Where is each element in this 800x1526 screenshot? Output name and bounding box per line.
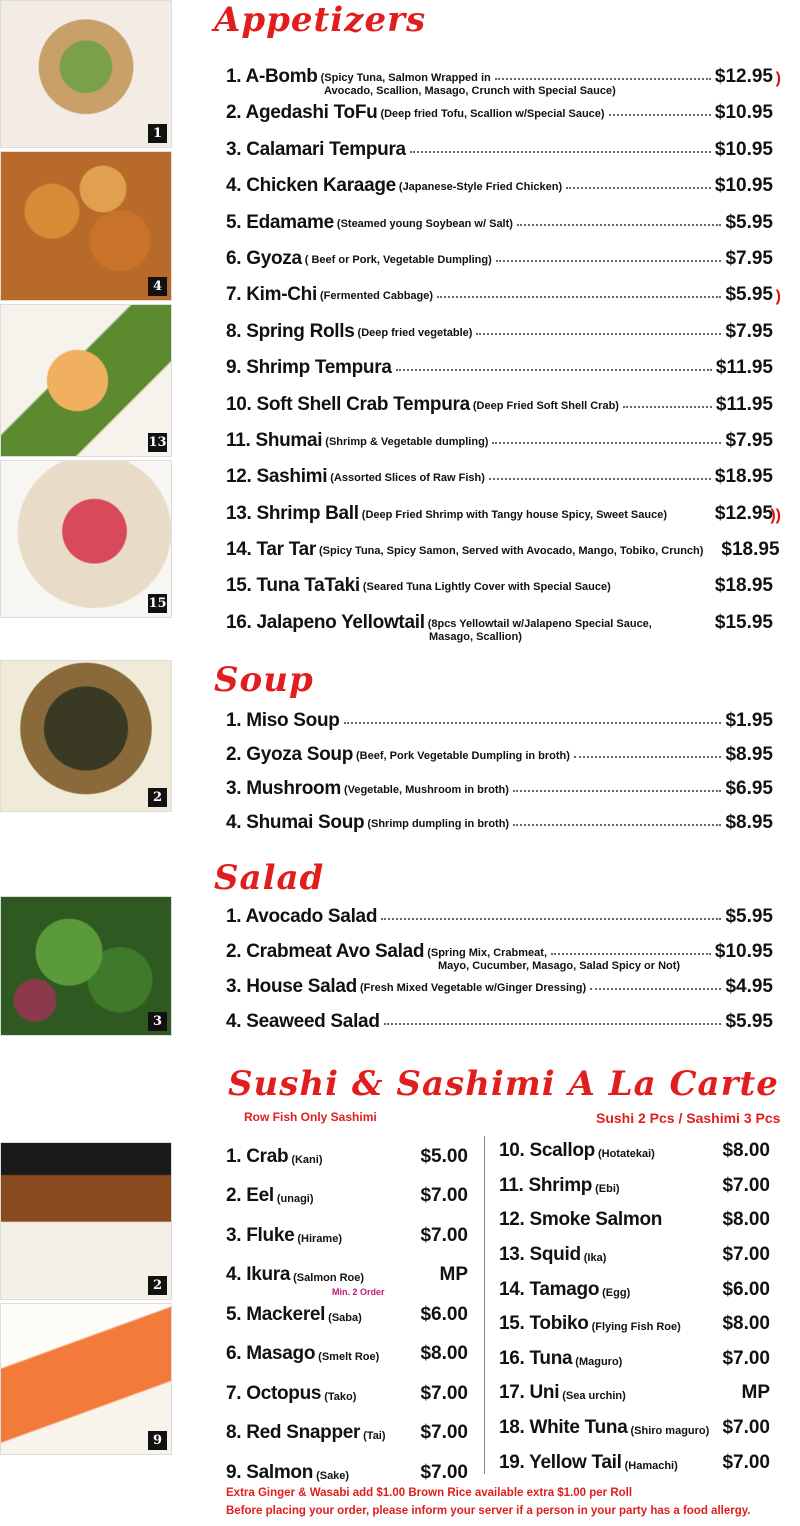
- menu-item-name: 6. Gyoza: [226, 247, 302, 269]
- menu-item: [226, 906, 773, 941]
- dot-leader: [656, 612, 711, 624]
- photo-number: 13: [148, 435, 167, 450]
- menu-item-price: $8.95: [725, 812, 773, 833]
- salad-list: [226, 906, 773, 1046]
- menu-item-name: 4. Shumai Soup: [226, 812, 365, 833]
- menu-item-price: $18.95: [721, 539, 780, 561]
- menu-item-price: $8.00: [420, 1343, 468, 1365]
- dot-leader: [513, 812, 721, 826]
- menu-item-name: 5. Mackerel: [226, 1303, 326, 1325]
- menu-item-price: $7.00: [420, 1422, 468, 1444]
- menu-item-price: $12.95: [714, 66, 773, 87]
- menu-item-description: (Steamed young Soybean w/ Salt): [336, 217, 513, 230]
- menu-item-description: (Shiro maguro): [630, 1425, 710, 1438]
- menu-item: [226, 466, 773, 502]
- dot-leader: [566, 175, 711, 189]
- menu-item: [226, 357, 773, 393]
- menu-item: [226, 430, 773, 466]
- menu-item-description: (Hamachi): [624, 1459, 678, 1472]
- menu-item-name: 9. Shrimp Tempura: [226, 357, 392, 379]
- menu-item-description: (Spring Mix, Crabmeat,: [427, 947, 547, 959]
- menu-item-description: (Tai): [363, 1430, 386, 1443]
- chili-pepper-icon: ): [775, 70, 781, 87]
- menu-item-name: 5. Edamame: [226, 211, 334, 233]
- menu-item-name: 2. Crabmeat Avo Salad: [226, 941, 425, 962]
- photo-number: 15: [148, 596, 167, 611]
- menu-item-name: 11. Shrimp: [499, 1174, 593, 1196]
- menu-item-price: $11.95: [715, 357, 773, 379]
- sushi-title: Sushi & Sashimi A La Carte: [228, 1064, 779, 1104]
- menu-item-price: $8.00: [722, 1313, 770, 1335]
- photo-number: 3: [148, 1012, 167, 1031]
- menu-item-price: $10.95: [714, 138, 773, 160]
- min-order-badge: Min. 2 Order: [332, 1287, 385, 1297]
- photo-chicken-karaage: [0, 151, 172, 301]
- menu-item: [226, 1177, 468, 1217]
- menu-item-price: $12.95: [714, 502, 773, 524]
- dot-leader: [495, 66, 711, 80]
- menu-item-name: 18. White Tuna: [499, 1417, 628, 1439]
- menu-item: [226, 778, 773, 812]
- menu-item-price: $5.95: [725, 211, 773, 233]
- dot-leader: [496, 248, 722, 262]
- dot-leader: [517, 212, 722, 226]
- menu-item-description: (Fresh Mixed Vegetable w/Ginger Dressing): [359, 982, 587, 994]
- dot-leader: [381, 906, 721, 920]
- menu-item-description: (8pcs Yellowtail w/Jalapeno Special Sauce,: [427, 617, 652, 630]
- menu-item-description: (Flying Fish Roe): [591, 1321, 681, 1334]
- menu-item-name: 7. Kim-Chi: [226, 284, 317, 306]
- menu-item-description: (Beef, Pork Vegetable Dumpling in broth): [356, 750, 570, 762]
- menu-item-name: 6. Masago: [226, 1343, 316, 1365]
- menu-item-description: (Spicy Tuna, Salmon Wrapped in: [320, 72, 491, 84]
- menu-item-description: (Fermented Cabbage): [319, 290, 434, 303]
- menu-item-price: $5.95: [725, 906, 773, 927]
- menu-item-name: 12. Sashimi: [226, 466, 328, 488]
- photo-number: 1: [148, 124, 167, 143]
- chili-pepper-icon: )): [770, 506, 781, 524]
- menu-item-description: (Tako): [324, 1390, 357, 1403]
- menu-item-name: 12. Smoke Salmon: [499, 1209, 663, 1231]
- menu-item: [226, 284, 781, 320]
- menu-item-name: 8. Red Snapper: [226, 1422, 361, 1444]
- soup-list: [226, 710, 773, 846]
- dot-leader: [489, 466, 711, 480]
- menu-item: [499, 1307, 770, 1342]
- dot-leader: [574, 744, 722, 758]
- menu-item-price: $7.00: [420, 1185, 468, 1207]
- menu-item: [226, 321, 773, 357]
- dot-leader: [590, 976, 721, 990]
- menu-item: [226, 1137, 468, 1177]
- menu-item: [499, 1169, 770, 1204]
- menu-item: [226, 612, 773, 648]
- sushi-note-right: Sushi 2 Pcs / Sashimi 3 Pcs: [596, 1110, 781, 1126]
- menu-item: [226, 941, 773, 976]
- dot-leader: [707, 539, 717, 551]
- menu-item: [226, 1011, 773, 1046]
- menu-item-name: 4. Seaweed Salad: [226, 1011, 380, 1032]
- soup-title: Soup: [214, 660, 314, 700]
- menu-item: [226, 1414, 468, 1454]
- menu-item-name: 2. Gyoza Soup: [226, 744, 354, 765]
- menu-item-price: $7.00: [420, 1224, 468, 1246]
- photo-tuna-tataki: [0, 460, 172, 618]
- menu-item-name: 3. House Salad: [226, 976, 357, 997]
- menu-item-name: 11. Shumai: [226, 429, 323, 451]
- menu-item-name: 15. Tuna TaTaki: [226, 575, 360, 597]
- menu-item-name: 2. Eel: [226, 1185, 274, 1207]
- photo-salmon: [0, 1303, 172, 1455]
- sushi-note-left: Row Fish Only Sashimi: [244, 1110, 377, 1124]
- salad-title: Salad: [214, 858, 325, 898]
- dot-leader: [623, 394, 712, 408]
- menu-item-price: $8.00: [722, 1209, 770, 1231]
- menu-item-price: MP: [741, 1382, 770, 1404]
- dot-leader: [609, 102, 711, 116]
- menu-item-description: (Deep fried vegetable): [357, 326, 473, 339]
- menu-item-price: $5.00: [420, 1145, 468, 1167]
- menu-item: [226, 710, 773, 744]
- menu-item-description: (Saba): [328, 1311, 362, 1324]
- menu-item: [499, 1272, 770, 1307]
- menu-item-name: 13. Squid: [499, 1244, 581, 1266]
- menu-item-description-line2: Masago, Scallion): [429, 630, 522, 643]
- appetizers-list: [226, 66, 781, 648]
- dot-leader: [671, 503, 711, 515]
- menu-item: [226, 102, 773, 138]
- menu-item: [499, 1134, 770, 1169]
- photo-gyoza-soup: [0, 660, 172, 812]
- menu-item-description: (Kani): [291, 1153, 323, 1166]
- dot-leader: [476, 321, 721, 335]
- menu-item: [226, 248, 773, 284]
- menu-item: [499, 1445, 770, 1480]
- menu-item: [226, 744, 773, 778]
- menu-item-description: (Shrimp & Vegetable dumpling): [325, 435, 489, 448]
- menu-item-description: (Shrimp dumpling in broth): [367, 818, 510, 830]
- menu-item-name: 7. Octopus: [226, 1382, 322, 1404]
- sushi-right-column: [499, 1134, 770, 1480]
- menu-item-description: (Salmon Roe): [293, 1272, 365, 1285]
- menu-item-price: $8.95: [725, 744, 773, 765]
- dot-leader: [396, 357, 712, 371]
- footnote-extras: Extra Ginger & Wasabi add $1.00 Brown Rice available extra $1.00 per Roll: [226, 1487, 633, 1499]
- dot-leader: [410, 139, 711, 153]
- menu-item-name: 1. Crab: [226, 1145, 289, 1167]
- appetizers-title: Appetizers: [214, 0, 427, 40]
- menu-item-name: 8. Spring Rolls: [226, 320, 355, 342]
- menu-item-price: $10.95: [714, 175, 773, 197]
- menu-item: [226, 1256, 468, 1296]
- menu-item-price: $10.95: [714, 102, 773, 124]
- menu-item-price: $15.95: [714, 611, 773, 633]
- menu-item: [226, 212, 773, 248]
- menu-item-name: 19. Yellow Tail: [499, 1451, 622, 1473]
- menu-item-description: (Japanese-Style Fried Chicken): [398, 181, 563, 194]
- menu-item-name: 14. Tar Tar: [226, 539, 316, 561]
- sushi-divider: [484, 1136, 485, 1474]
- menu-item-price: $7.00: [722, 1174, 770, 1196]
- photo-a-bomb: [0, 0, 172, 148]
- menu-item-name: 9. Salmon: [226, 1461, 314, 1483]
- photo-number: 4: [148, 277, 167, 296]
- menu-item-name: 3. Mushroom: [226, 778, 341, 799]
- photo-number: 2: [148, 788, 167, 807]
- menu-item-name: 4. Chicken Karaage: [226, 175, 396, 197]
- menu-item: [226, 394, 773, 430]
- menu-item-description: (Smelt Roe): [318, 1351, 380, 1364]
- menu-item: [226, 1216, 468, 1256]
- menu-item: [499, 1411, 770, 1446]
- menu-item-description-line2: Mayo, Cucumber, Masago, Salad Spicy or Not): [438, 960, 681, 972]
- menu-item-name: 10. Scallop: [499, 1140, 595, 1162]
- menu-item-description: (Ika): [583, 1252, 607, 1265]
- menu-item-price: MP: [439, 1264, 468, 1286]
- chili-pepper-icon: ): [775, 288, 781, 306]
- menu-item-name: 16. Tuna: [499, 1347, 573, 1369]
- menu-item: [226, 66, 781, 102]
- menu-item-price: $10.95: [714, 941, 773, 962]
- menu-item-price: $18.95: [714, 466, 773, 488]
- menu-item-description: (Ebi): [595, 1182, 620, 1195]
- menu-item-name: 14. Tamago: [499, 1278, 600, 1300]
- menu-item: [226, 539, 780, 575]
- menu-item-description: (Maguro): [575, 1355, 623, 1368]
- menu-item-price: $7.00: [722, 1417, 770, 1439]
- menu-item: [226, 812, 773, 846]
- menu-item-description: (Deep fried Tofu, Scallion w/Special Sauce): [380, 108, 605, 121]
- menu-item-name: 1. Miso Soup: [226, 710, 340, 731]
- menu-item-price: $5.95: [725, 284, 773, 306]
- menu-item-name: 1. A-Bomb: [226, 66, 318, 87]
- menu-item-description: (unagi): [276, 1193, 314, 1206]
- menu-item-price: $7.95: [725, 247, 773, 269]
- menu-item: [226, 575, 773, 611]
- menu-item-name: 4. Ikura: [226, 1264, 291, 1286]
- photo-number: 9: [148, 1431, 167, 1450]
- dot-leader: [344, 710, 722, 724]
- menu-item-description: (Seared Tuna Lightly Cover with Special Sauce): [362, 581, 611, 594]
- menu-item-description: (Spicy Tuna, Spicy Samon, Served with Avocado, Mango, Tobiko, Crunch): [318, 545, 704, 558]
- menu-item-description: (Deep Fried Soft Shell Crab): [472, 399, 619, 412]
- menu-item: [499, 1203, 770, 1238]
- menu-item-description: (Deep Fried Shrimp with Tangy house Spicy, Sweet Sauce): [361, 508, 667, 521]
- menu-item: [499, 1342, 770, 1377]
- menu-item-price: $18.95: [714, 575, 773, 597]
- menu-item-price: $7.00: [722, 1244, 770, 1266]
- menu-item-price: $6.00: [722, 1278, 770, 1300]
- menu-item-description: (Sea urchin): [562, 1390, 626, 1403]
- menu-item-price: $7.00: [722, 1451, 770, 1473]
- sushi-left-column: [226, 1137, 468, 1493]
- menu-item-description-line2: Avocado, Scallion, Masago, Crunch with Special Sauce): [324, 85, 616, 97]
- photo-house-salad: [0, 896, 172, 1036]
- dot-leader: [492, 430, 721, 444]
- menu-item-description: (Assorted Slices of Raw Fish): [330, 472, 485, 485]
- menu-item: [226, 976, 773, 1011]
- menu-item-description: (Sake): [316, 1469, 350, 1482]
- photo-eel: [0, 1142, 172, 1300]
- menu-item-description: ( Beef or Pork, Vegetable Dumpling): [304, 253, 492, 266]
- menu-item: [226, 1295, 468, 1335]
- menu-item-price: $7.00: [420, 1461, 468, 1483]
- menu-item-name: 13. Shrimp Ball: [226, 502, 359, 524]
- menu-item-price: $7.00: [420, 1382, 468, 1404]
- menu-item: [499, 1238, 770, 1273]
- menu-item-description: (Egg): [602, 1286, 631, 1299]
- menu-item-price: $7.95: [725, 320, 773, 342]
- menu-item-price: $7.95: [725, 429, 773, 451]
- footnote-allergy: Before placing your order, please inform your server if a person in your party has a food allergy.: [226, 1505, 751, 1517]
- menu-item-description: (Hirame): [297, 1232, 342, 1245]
- menu-item-name: 3. Fluke: [226, 1224, 295, 1246]
- menu-item: [226, 175, 773, 211]
- menu-item-name: 16. Jalapeno Yellowtail: [226, 611, 425, 633]
- menu-item-description: (Vegetable, Mushroom in broth): [343, 784, 509, 796]
- menu-item: [226, 1335, 468, 1375]
- dot-leader: [551, 941, 711, 955]
- dot-leader: [615, 575, 711, 587]
- dot-leader: [384, 1011, 722, 1025]
- menu-item-name: 3. Calamari Tempura: [226, 138, 406, 160]
- photo-shrimp-ball: [0, 304, 172, 457]
- menu-item-price: $8.00: [722, 1140, 770, 1162]
- menu-item: [499, 1376, 770, 1411]
- photo-number: 2: [148, 1276, 167, 1295]
- menu-item: [226, 139, 773, 175]
- menu-item-name: 17. Uni: [499, 1382, 560, 1404]
- menu-item: [226, 502, 781, 539]
- menu-item-name: 1. Avocado Salad: [226, 906, 378, 927]
- menu-item-price: $11.95: [715, 393, 773, 415]
- menu-item-name: 2. Agedashi ToFu: [226, 102, 378, 124]
- menu-item-price: $7.00: [722, 1347, 770, 1369]
- menu-item-name: 10. Soft Shell Crab Tempura: [226, 393, 470, 415]
- dot-leader: [513, 778, 722, 792]
- menu-item-price: $5.95: [725, 1011, 773, 1032]
- menu-item-description: (Hotatekai): [597, 1148, 655, 1161]
- menu-item-price: $6.00: [420, 1303, 468, 1325]
- menu-item-price: $1.95: [725, 710, 773, 731]
- menu-item-name: 15. Tobiko: [499, 1313, 589, 1335]
- menu-item: [226, 1374, 468, 1414]
- menu-item-price: $4.95: [725, 976, 773, 997]
- menu-item-price: $6.95: [725, 778, 773, 799]
- dot-leader: [437, 284, 721, 298]
